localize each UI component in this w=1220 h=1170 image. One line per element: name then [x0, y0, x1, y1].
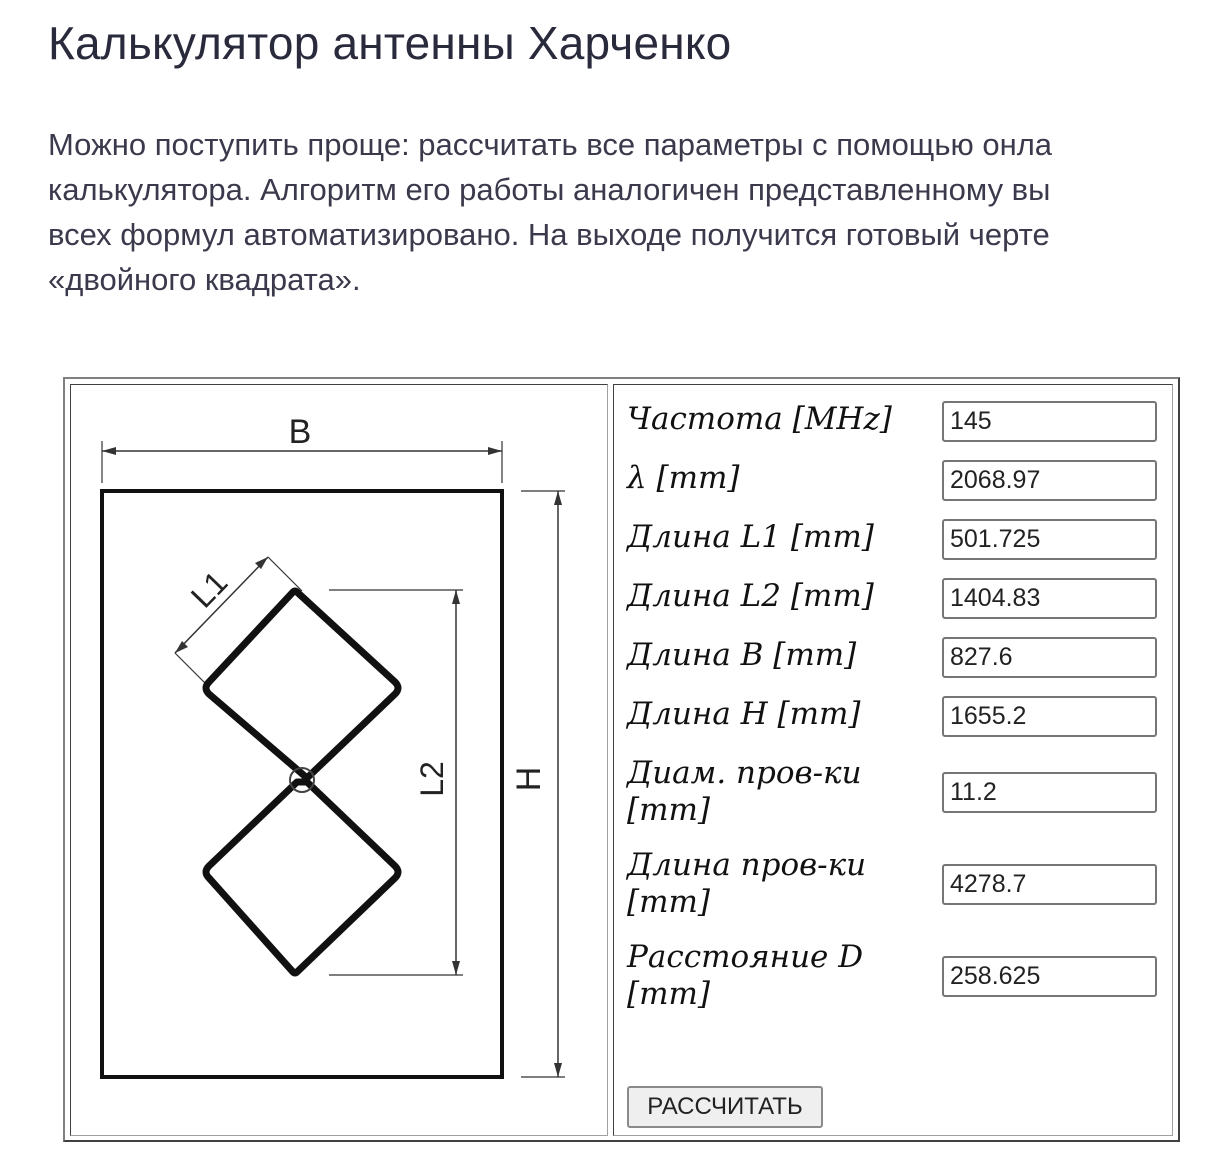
- label-h: H: [510, 766, 548, 792]
- label-length-l1: Длина L1 [mm]: [627, 519, 874, 555]
- intro-line: «двойного квадрата».: [48, 262, 361, 297]
- parameters-form-cell: [613, 384, 1173, 1136]
- antenna-drawing: [71, 385, 607, 1135]
- calculate-button[interactable]: РАССЧИТАТЬ: [627, 1086, 823, 1128]
- label-length-l2: Длина L2 [mm]: [627, 578, 874, 614]
- l1-arrow-top: [255, 557, 268, 569]
- label-b: B: [288, 413, 312, 451]
- l1-ext-bottom: [175, 653, 205, 683]
- h-arrow-bottom: [554, 1063, 562, 1077]
- h-arrow-top: [554, 491, 562, 505]
- label-l2: L2: [414, 761, 450, 797]
- label-frequency: Частота [MHz]: [627, 401, 892, 437]
- wire-diameter-input[interactable]: [942, 772, 1157, 813]
- label-wavelength: λ [mm]: [627, 460, 740, 496]
- label-distance-d: Расстояние D [mm]: [627, 939, 864, 1012]
- distance-d-input[interactable]: [942, 956, 1157, 997]
- label-length-b: Длина B [mm]: [627, 637, 857, 673]
- wire-length-input[interactable]: [942, 864, 1157, 905]
- page-title: Калькулятор антенны Харченко: [48, 17, 732, 69]
- l1-ext-top: [268, 557, 302, 591]
- upper-square-loop: [206, 591, 398, 778]
- wavelength-input[interactable]: [942, 460, 1157, 501]
- label-length-h: Длина H [mm]: [627, 696, 861, 732]
- length-b-input[interactable]: [942, 637, 1157, 678]
- length-l2-input[interactable]: [942, 578, 1157, 619]
- label-wire-diameter: Диам. пров-ки [mm]: [627, 755, 862, 828]
- intro-line: всех формул автоматизировано. На выходе получится готовый черте: [48, 217, 1050, 252]
- frequency-input[interactable]: [942, 401, 1157, 442]
- intro-paragraph: [48, 122, 1220, 302]
- b-arrow-left: [102, 447, 116, 455]
- label-wire-length: Длина пров-ки [mm]: [627, 847, 867, 920]
- antenna-drawing-cell: [70, 384, 608, 1136]
- b-arrow-right: [488, 447, 502, 455]
- intro-line: Можно поступить проще: рассчитать все параметры с помощью онла: [48, 127, 1053, 162]
- label-l1: L1: [183, 564, 235, 615]
- length-l1-input[interactable]: [942, 519, 1157, 560]
- l2-arrow-bottom: [452, 961, 460, 975]
- lower-square-loop: [206, 782, 398, 973]
- l2-arrow-top: [452, 590, 460, 604]
- length-h-input[interactable]: [942, 696, 1157, 737]
- calculator-table: [63, 377, 1180, 1142]
- l1-arrow-bottom: [175, 641, 188, 653]
- intro-line: калькулятора. Алгоритм его работы аналогичен представленному вы: [48, 172, 1051, 207]
